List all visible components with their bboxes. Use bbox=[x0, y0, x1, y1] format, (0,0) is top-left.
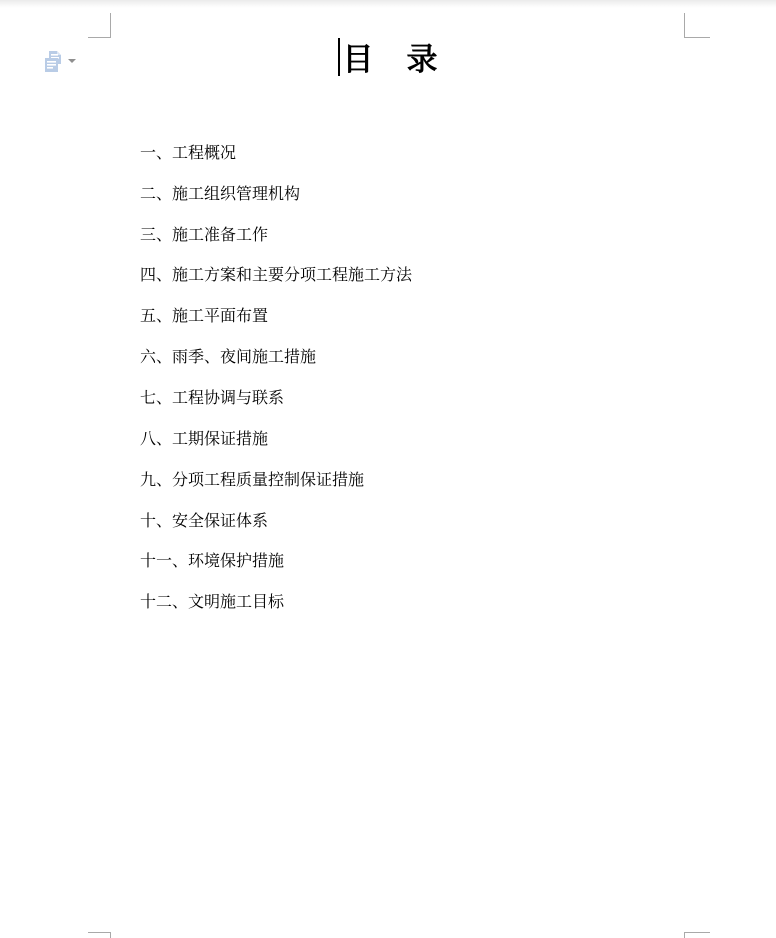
toc-item-11[interactable]: 十一、环境保护措施 bbox=[140, 553, 285, 571]
text-cursor bbox=[338, 38, 340, 76]
title-row bbox=[0, 34, 776, 81]
page-top-edge-shadow bbox=[0, 0, 776, 8]
toc-item-5[interactable]: 五、施工平面布置 bbox=[140, 308, 269, 326]
toc-item-12[interactable]: 十二、文明施工目标 bbox=[140, 594, 285, 612]
page-title[interactable]: 目 录 bbox=[342, 42, 439, 77]
toc-item-6[interactable]: 六、雨季、夜间施工措施 bbox=[140, 349, 317, 367]
toc-item-7[interactable]: 七、工程协调与联系 bbox=[140, 389, 285, 407]
crop-mark-bottom-left bbox=[88, 932, 111, 938]
toc-item-1[interactable]: 一、工程概况 bbox=[140, 144, 237, 162]
crop-mark-bottom-right bbox=[684, 932, 710, 938]
toc-item-8[interactable]: 八、工期保证措施 bbox=[140, 430, 269, 448]
toc-item-4[interactable]: 四、施工方案和主要分项工程施工方法 bbox=[140, 267, 413, 285]
toc-item-9[interactable]: 九、分项工程质量控制保证措施 bbox=[140, 471, 365, 489]
toc-item-2[interactable]: 二、施工组织管理机构 bbox=[140, 185, 301, 203]
toc-item-10[interactable]: 十、安全保证体系 bbox=[140, 512, 269, 530]
table-of-contents bbox=[140, 131, 412, 621]
toc-item-3[interactable]: 三、施工准备工作 bbox=[140, 226, 269, 244]
